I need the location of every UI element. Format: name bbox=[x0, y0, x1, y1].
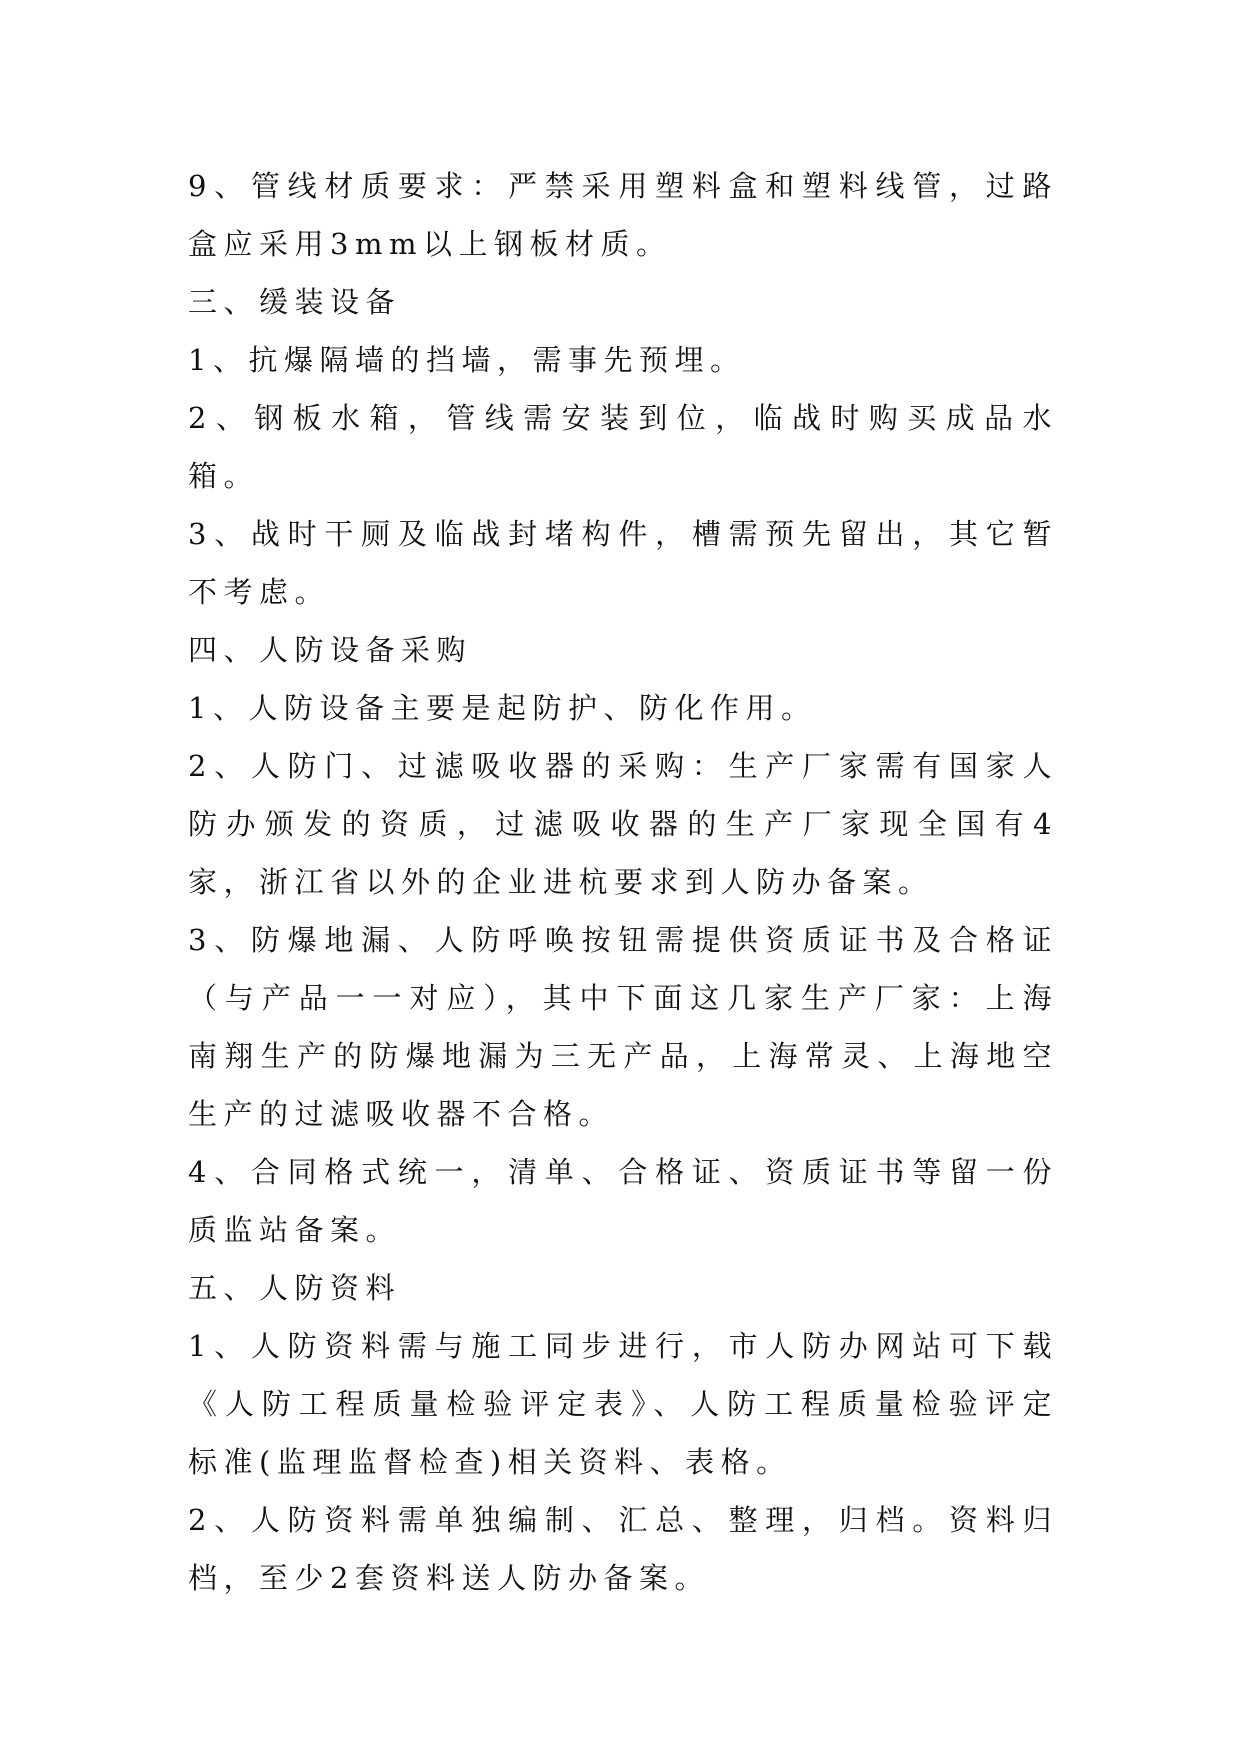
document-body bbox=[188, 157, 1058, 1607]
section-heading-deferred-equipment: 三、缓装设备 bbox=[188, 285, 402, 319]
section-heading-documentation: 五、人防资料 bbox=[188, 1271, 402, 1305]
paragraph-equipment-purpose: 1、人防设备主要是起防护、防化作用。 bbox=[188, 691, 817, 725]
paragraph-contract-format: 4、合同格式统一，清单、合格证、资质证书等留一份质监站备案。 bbox=[188, 1155, 1058, 1247]
paragraph-documentation-archive: 2、人防资料需单独编制、汇总、整理，归档。资料归档，至少2套资料送人防办备案。 bbox=[188, 1503, 1058, 1595]
section-heading-equipment-procurement: 四、人防设备采购 bbox=[188, 633, 473, 667]
paragraph-floor-drain-certificates: 3、防爆地漏、人防呼唤按钮需提供资质证书及合格证（与产品一一对应），其中下面这几家生产厂家：上海南翔生产的防爆地漏为三无产品，上海常灵、上海地空生产的过滤吸收器不合格。 bbox=[188, 923, 1058, 1131]
paragraph-door-filter-procurement: 2、人防门、过滤吸收器的采购：生产厂家需有国家人防办颁发的资质，过滤吸收器的生产厂家现全国有4家，浙江省以外的企业进杭要求到人防办备案。 bbox=[188, 749, 1058, 899]
paragraph-dry-toilet: 3、战时干厕及临战封堵构件，槽需预先留出，其它暂不考虑。 bbox=[188, 517, 1058, 609]
paragraph-water-tank: 2、钢板水箱，管线需安装到位，临战时购买成品水箱。 bbox=[188, 401, 1058, 493]
paragraph-pipe-material: 9、管线材质要求：严禁采用塑料盒和塑料线管，过路盒应采用3mm以上钢板材质。 bbox=[188, 169, 1058, 261]
paragraph-documentation-sync: 1、人防资料需与施工同步进行，市人防办网站可下载《人防工程质量检验评定表》、人防工程质量检验评定标准(监理监督检查)相关资料、表格。 bbox=[188, 1329, 1058, 1479]
paragraph-blast-wall: 1、抗爆隔墙的挡墙，需事先预埋。 bbox=[188, 343, 746, 377]
